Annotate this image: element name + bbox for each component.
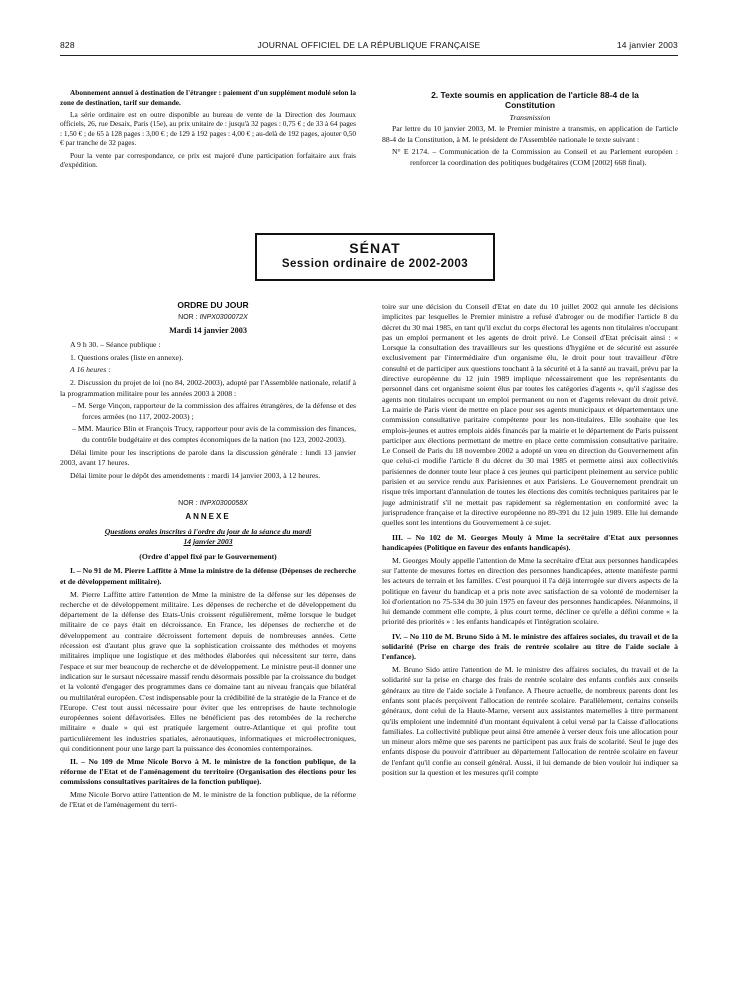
ordre-appel: (Ordre d'appel fixé par le Gouvernement) (139, 552, 277, 562)
ordre-du-jour-title: ORDRE DU JOUR (177, 300, 249, 310)
session-date-heading: Mardi 14 janvier 2003 (169, 325, 247, 335)
shipping-paragraph: Pour la vente par correspondance, ce prix est majoré d'une participation forfaitaire aux frais d'expédition. (60, 150, 356, 170)
nor-value: INPX0300058X (199, 499, 248, 507)
journal-title: JOURNAL OFFICIEL DE LA RÉPUBLIQUE FRANÇAISE (257, 40, 481, 50)
session-title: Session ordinaire de 2002-2003 (281, 258, 469, 270)
nor-reference-1 (60, 313, 356, 323)
question-3-body: M. Georges Mouly appelle l'attention de Mme la secrétaire d'Etat aux personnes handicapées sur l'attente de mesures fortes en direction des personnes handicapées, attente manifeste parmi les acteurs de terrain et les familles. C'est pourquoi il l'a déjà interrogée sur divers aspects de la politique en faveur du handicap et a pris note avec satisfaction de sa volonté de moderniser la loi d'orientation no 75-534 du 30 juin 1975 en faveur des personnes handicapées. Néanmoins, il lui demande comment elle compte, à plus court terme, décliner ce qu'elle a défini comme « la priorité des priorités » : les enfants handicapés et l'intégration scolaire. (382, 555, 678, 627)
nor-value: INPX0300072X (199, 313, 248, 321)
question-2-heading: II. – No 109 de Mme Nicole Borvo à M. le ministre de la fonction publique, de la réforme de l'Etat et de l'aménagement du territoire (Organisation des élections pour les commissions consultatives paritaires de la fonction publique). (60, 756, 356, 787)
question-4-heading: IV. – No 110 de M. Bruno Sido à M. le ministre des affaires sociales, du travail et de la solidarité (Prise en charge des frais de rentrée scolaire au titre de l'aide sociale à l'enfance). (382, 631, 678, 662)
header-rule (60, 55, 678, 56)
subscription-info (60, 88, 356, 172)
price-paragraph: La série ordinaire est en outre disponible au bureau de vente de la Direction des Journaux officiels, 26, rue Desaix, Paris (15e), au prix unitaire de : jusqu'à 32 pages : 0,75 € ; de 33 à 64 pages : 1,50 € ; de 65 à 128 pages : 3,00 € ; de 129 à 192 pages : 4,00 € ; au-delà de 192 pages, ajouter 0,50 € par tranche de 32 pages. (60, 109, 356, 148)
senat-title: SÉNAT (349, 240, 401, 256)
morning-session: A 9 h 30. – Séance publique : (70, 339, 161, 349)
transmission-paragraph: Par lettre du 10 janvier 2003, M. le Premier ministre a transmis, en application de l'article 88-4 de la Constitution, à M. le président de l'Assemblée nationale le texte suivant : (382, 124, 678, 144)
page-header (60, 40, 678, 54)
agenda-item-1: 1. Questions orales (liste en annexe). (70, 352, 184, 362)
left-column (60, 300, 356, 813)
afternoon-session: A 16 heures : (70, 365, 111, 375)
annexe-title: ANNEXE (185, 511, 231, 521)
senat-title-box (255, 233, 495, 281)
question-2-continuation: toire sur une décision du Conseil d'Etat en date du 10 juillet 2002 qui annule les décisions implicites par lesquelles le Premier ministre a refusé d'abroger ou de modifier l'article 8 du décret du 30 mai 1985, en tant qu'il exclut du corps électoral les agents non titulaires n'occupant pas un emploi permanent et les agents de droit privé. Le Conseil d'Etat précisait ainsi : « Lorsque la consultation des travailleurs sur les questions d'hygiène et de sécurité est assurée exclusivement par l'intermédiaire d'un organisme élu, le droit pour tout travailleur d'être consulté et de participer aux questions touchant à la sécurité et à la santé au travail, prévu par la directive européenne du 12 juin 1989 implique nécessairement que les représentants du personnel dans cet organisme soient élus par toutes les catégories d'agents », qu'il s'agisse des agents non titulaires occupant un emploi permanent ou non et d'agents relevant du droit privé. La mairie de Paris vient de mettre en place pour ses agents municipaux et départementaux une commission consultative paritaire compétente pour les non-titulaires. Elle souhaite que les emplois-jeunes et autres emplois aidés financés par la mairie et le département de Paris puissent participer aux élections permettant de mettre en place cette commission consultative paritaire. Le Conseil de Paris du 18 novembre 2002 a adopté un vœu en direction du Gouvernement afin que celui-ci modifie l'article 8 du décret du 30 mai 1985 et permette ainsi aux collectivités parisiennes de donner toute leur place à ces jeunes qui participent pleinement au service public parisien et au service rendu aux Parisiennes et aux Parisiens. Le Gouvernement prendrait un risque très important d'annulation de toutes les élections des comités techniques paritaires par le juge administratif s'il ne mettait pas rapidement sa réglementation en conformité avec la jurisprudence française et la directive européenne no 89-391 du 12 juin 1989. Elle lui demande quelles sont les intentions du Gouvernement à ce sujet. (382, 302, 678, 528)
question-1-heading: I. – No 91 de M. Pierre Laffitte à Mme la ministre de la défense (Dépenses de recherche et de développement militaire). (60, 566, 356, 586)
nor-reference-2 (60, 499, 356, 509)
nor-label: NOR : (178, 499, 198, 507)
question-3-heading: III. – No 102 de M. Georges Mouly à Mme la secrétaire d'Etat aux personnes handicapées (Politique en faveur des enfants handicapés). (382, 532, 678, 552)
rapporteur-1: – M. Serge Vinçon, rapporteur de la commission des affaires étrangères, de la défense et des forces armées (no 117, 2002-2003) ; (72, 401, 356, 421)
question-2-body: Mme Nicole Borvo attire l'attention de M. le ministre de la fonction publique, de la réforme de l'Etat et de l'aménagement du terri- (60, 790, 356, 810)
header-date: 14 janvier 2003 (616, 40, 678, 50)
agenda-item-2: 2. Discussion du projet de loi (no 84, 2002-2003), adopté par l'Assemblée nationale, relatif à la programmation militaire pour les années 2003 à 2008 : (60, 378, 356, 398)
right-column (382, 302, 678, 781)
article-88-4-section (382, 90, 678, 171)
deadline-amendments: Délai limite pour le dépôt des amendements : mardi 14 janvier 2003, à 12 heures. (70, 470, 321, 480)
question-4-body: M. Bruno Sido attire l'attention de M. le ministre des affaires sociales, du travail et de la solidarité sur la prise en charge des frais de rentrée scolaire des enfants confiés aux conseils généraux au titre de l'aide sociale à l'enfance. A l'heure actuelle, de nombreux parents dont les enfants sont placés perçoivent l'allocation de rentrée scolaire. Parallèlement, certains conseils généraux, dont celui de la Haute-Marne, versent aux assistantes maternelles à titre permanent qu'ils emploient une indemnité d'un montant équivalent à celui versé par la Caisse d'allocations familiales. La collectivité publique peut ainsi être amenée à verser deux fois une allocation pour un mineur alors même que ses parents ne participent pas aux frais de scolarité. Seul le juge des enfants dispose du pouvoir d'attribuer au département l'allocation de rentrée scolaire en faveur de l'enfant qu'il confie au conseil général. Aussi, il lui demande de bien vouloir lui indiquer sa position sur la question et les mesures qu'il compte (382, 665, 678, 778)
deadline-speakers: Délai limite pour les inscriptions de parole dans la discussion générale : lundi 13 janvier 2003, avant 17 heures. (60, 447, 356, 467)
article-88-4-heading: 2. Texte soumis en application de l'article 88-4 de la Constitution (431, 90, 639, 111)
subscription-paragraph: Abonnement annuel à destination de l'étranger : paiement d'un supplément modulé selon la zone de destination, tarif sur demande. (60, 88, 356, 107)
e2174-paragraph: N° E 2174. – Communication de la Commission au Conseil et au Parlement européen : renforcer la coordination des politiques budgétaires (COM [2002] 668 final). (392, 147, 678, 167)
page-number: 828 (60, 40, 75, 50)
transmission-subheading: Transmission (509, 113, 551, 123)
question-1-body: M. Pierre Laffitte attire l'attention de Mme la ministre de la défense sur les dépenses de recherche et de développement militaire. Les dépenses de recherche et de développement du département de la défense des Etats-Unis croissent régulièrement, même lorsque le budget militaire de ce pays était en décroissance. En France, les dépenses de recherche et de développement au contraire décroissent fortement depuis de nombreuses années. Cette récession est d'autant plus grave que la sophistication croissante des méthodes et moyens militaires implique une logistique et des méthodes élaborées qui nécessitent sur terre, dans l'espace et sur mer beaucoup de recherche et de développement. Le ministre peut-il donner une indication sur le sursaut nécessaire massif rendu désormais possible par la croissance du budget et la volonté d'engager des programmes dans ce domaine tant au niveau français que bilatéral ou multilatéral européen. C'est indispensable pour la crédibilité de la stratégie de la France et de l'Europe. C'est tout aussi nécessaire pour éviter que les entreprises de haute technologie européennes soient défavorisées. Elles ne bénéficient pas des retombées de la recherche militaire « duale » qui est pratiquée largement outre-Atlantique et qui profite tout particulièrement les industries spatiales, aéronautiques, informatiques et microélectroniques, qui conditionnent pour une large part la puissance des économies contemporaines. (60, 589, 356, 753)
rapporteur-2: – MM. Maurice Blin et François Trucy, rapporteur pour avis de la commission des finances, du contrôle budgétaire et des comptes économiques de la nation (no 123, 2002-2003). (72, 424, 356, 444)
nor-label: NOR : (178, 313, 198, 321)
questions-title: Questions orales inscrites à l'ordre du jour de la séance du mardi 14 janvier 2003 (104, 526, 312, 546)
